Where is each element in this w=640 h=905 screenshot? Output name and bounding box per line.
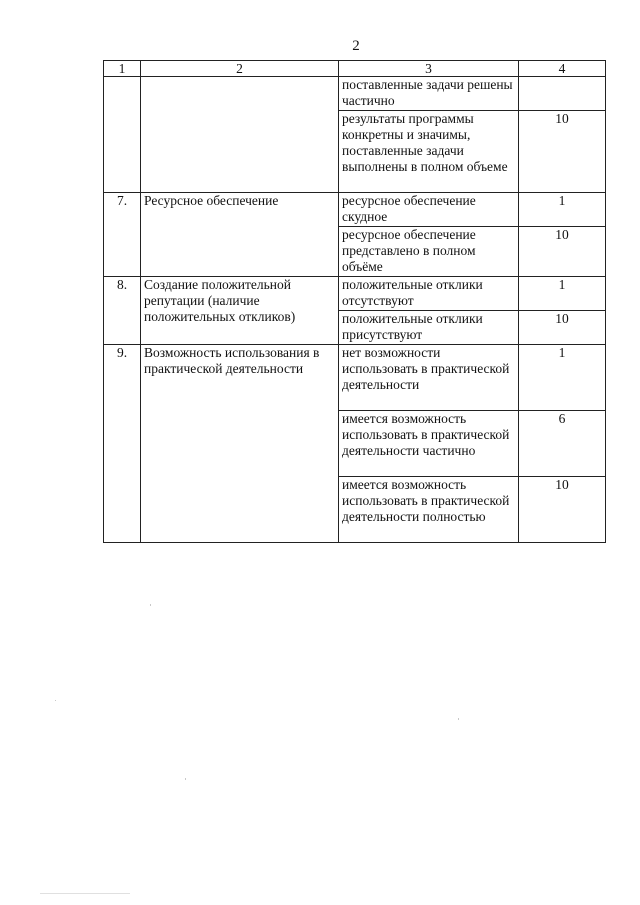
- table-row: [104, 345, 606, 411]
- option-score: [519, 77, 606, 111]
- option-description: нет возможности использовать в практической деятельности: [339, 345, 519, 411]
- option-score: 10: [519, 311, 606, 345]
- column-header: 2: [141, 61, 339, 77]
- scan-speck: [150, 604, 151, 606]
- scan-speck: [40, 893, 130, 894]
- criterion-cell: Создание положительной репутации (наличие положительных откликов): [141, 277, 339, 345]
- option-score: 10: [519, 227, 606, 277]
- page-number: 2: [352, 38, 360, 54]
- criterion-cell: Ресурсное обеспечение: [141, 193, 339, 277]
- option-score: 1: [519, 345, 606, 411]
- scan-speck: [185, 778, 186, 780]
- scan-speck: [458, 718, 459, 720]
- column-header: 1: [104, 61, 141, 77]
- option-description: ресурсное обеспечение скудное: [339, 193, 519, 227]
- option-description: ресурсное обеспечение представлено в полном объёме: [339, 227, 519, 277]
- column-header: 3: [339, 61, 519, 77]
- option-score: 10: [519, 111, 606, 193]
- criteria-table: [103, 60, 606, 543]
- option-description: положительные отклики присутствуют: [339, 311, 519, 345]
- table-row: [104, 193, 606, 227]
- table-row: [104, 77, 606, 111]
- option-description: поставленные задачи решены частично: [339, 77, 519, 111]
- row-number-cell: [104, 77, 141, 193]
- row-number-cell: 9.: [104, 345, 141, 543]
- criterion-cell: [141, 77, 339, 193]
- scan-speck: [55, 700, 56, 701]
- table-header-row: [104, 61, 606, 77]
- option-score: 1: [519, 193, 606, 227]
- criterion-cell: Возможность использования в практической деятельности: [141, 345, 339, 543]
- option-score: 6: [519, 411, 606, 477]
- option-description: положительные отклики отсутствуют: [339, 277, 519, 311]
- row-number-cell: 8.: [104, 277, 141, 345]
- option-score: 10: [519, 477, 606, 543]
- option-description: имеется возможность использовать в практической деятельности частично: [339, 411, 519, 477]
- table-row: [104, 277, 606, 311]
- row-number-cell: 7.: [104, 193, 141, 277]
- option-score: 1: [519, 277, 606, 311]
- column-header: 4: [519, 61, 606, 77]
- option-description: результаты программы конкретны и значимы, поставленные задачи выполнены в полном объеме: [339, 111, 519, 193]
- option-description: имеется возможность использовать в практической деятельности полностью: [339, 477, 519, 543]
